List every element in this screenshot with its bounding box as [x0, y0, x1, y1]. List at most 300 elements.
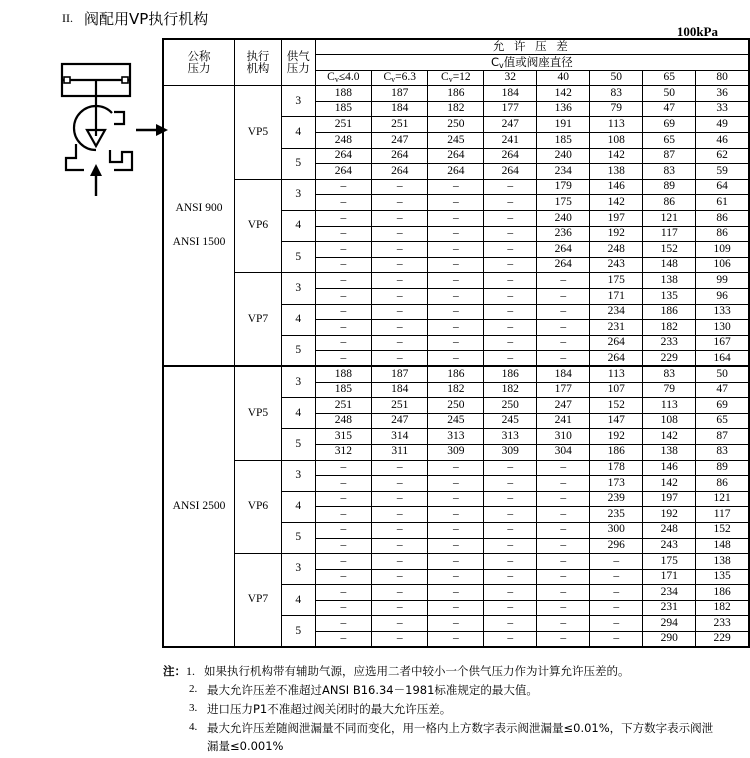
value-cell: 264 [590, 335, 643, 351]
value-cell-empty: – [484, 476, 537, 492]
value-cell: 236 [537, 226, 590, 242]
header-value-col-5: 40 [537, 70, 590, 86]
value-cell: 184 [372, 101, 428, 117]
value-cell: 138 [590, 164, 643, 180]
value-cell: 264 [315, 148, 371, 164]
value-cell-empty: – [428, 460, 484, 476]
value-cell: 247 [537, 398, 590, 414]
footnote-index: 3. [189, 702, 198, 715]
value-cell-empty: – [428, 289, 484, 305]
allowable-pressure-differential-table [162, 38, 750, 648]
value-cell-empty: – [537, 507, 590, 523]
footnote-item [189, 700, 743, 719]
value-cell-empty: – [428, 179, 484, 195]
value-cell: 50 [643, 86, 696, 102]
value-cell: 47 [696, 382, 749, 398]
value-cell-empty: – [484, 460, 537, 476]
page-title: 阀配用VP执行机构 [84, 10, 209, 28]
value-cell-empty: – [484, 226, 537, 242]
value-cell: 182 [643, 320, 696, 336]
value-cell: 148 [696, 538, 749, 554]
value-cell: 248 [643, 522, 696, 538]
value-cell-empty: – [537, 335, 590, 351]
supply-pressure-value: 4 [281, 585, 315, 616]
value-cell: 142 [643, 476, 696, 492]
value-cell-empty: – [372, 632, 428, 648]
value-cell-empty: – [537, 554, 590, 570]
value-cell-empty: – [372, 476, 428, 492]
value-cell-empty: – [372, 507, 428, 523]
value-cell: 186 [590, 444, 643, 460]
value-cell: 231 [590, 320, 643, 336]
supply-pressure-value: 5 [281, 616, 315, 647]
value-cell-empty: – [537, 304, 590, 320]
value-cell: 185 [315, 101, 371, 117]
value-cell: 146 [643, 460, 696, 476]
value-cell: 264 [428, 148, 484, 164]
footnote-item [207, 737, 743, 756]
table-row [163, 273, 749, 289]
value-cell: 182 [696, 600, 749, 616]
nominal-pressure-label: ANSI 2500 [163, 366, 235, 647]
value-cell: 49 [696, 117, 749, 133]
value-cell-empty: – [537, 600, 590, 616]
value-cell: 240 [537, 148, 590, 164]
value-cell-empty: – [428, 257, 484, 273]
value-cell: 89 [643, 179, 696, 195]
value-cell: 239 [590, 491, 643, 507]
value-cell-empty: – [484, 320, 537, 336]
value-cell: 229 [643, 351, 696, 367]
value-cell: 64 [696, 179, 749, 195]
value-cell: 186 [428, 86, 484, 102]
supply-pressure-value: 5 [281, 429, 315, 460]
supply-pressure-value: 3 [281, 86, 315, 117]
footnotes [163, 662, 743, 756]
value-cell: 184 [484, 86, 537, 102]
supply-pressure-value: 5 [281, 242, 315, 273]
value-cell: 264 [537, 257, 590, 273]
value-cell-empty: – [315, 304, 371, 320]
value-cell-empty: – [315, 476, 371, 492]
value-cell-empty: – [315, 554, 371, 570]
footnote-item [163, 662, 743, 681]
value-cell-empty: – [484, 538, 537, 554]
value-cell-empty: – [484, 179, 537, 195]
value-cell: 290 [643, 632, 696, 648]
value-cell: 61 [696, 195, 749, 211]
value-cell: 135 [696, 569, 749, 585]
value-cell: 138 [643, 273, 696, 289]
value-cell-empty: – [484, 507, 537, 523]
unit-label: 100kPa [676, 24, 718, 39]
value-cell-empty: – [315, 195, 371, 211]
value-cell-empty: – [315, 226, 371, 242]
value-cell: 243 [643, 538, 696, 554]
value-cell-empty: – [372, 273, 428, 289]
value-cell-empty: – [372, 600, 428, 616]
value-cell-empty: – [537, 273, 590, 289]
header-value-col-2: $C_v=6.3$ [372, 70, 428, 86]
value-cell-empty: – [537, 538, 590, 554]
value-cell-empty: – [484, 600, 537, 616]
footnote-index: 4. [189, 720, 198, 733]
value-cell: 136 [537, 101, 590, 117]
value-cell: 235 [590, 507, 643, 523]
value-cell-empty: – [428, 569, 484, 585]
value-cell-empty: – [484, 491, 537, 507]
value-cell: 152 [696, 522, 749, 538]
value-cell: 188 [315, 86, 371, 102]
value-cell: 241 [537, 413, 590, 429]
value-cell: 233 [696, 616, 749, 632]
section-number: II. [62, 11, 73, 25]
value-cell: 171 [590, 289, 643, 305]
header-value-col-8: 80 [696, 70, 749, 86]
value-cell-empty: – [590, 632, 643, 648]
value-cell-empty: – [484, 632, 537, 648]
footnote-text: 漏量≤0.001% [207, 739, 284, 754]
value-cell: 184 [537, 366, 590, 382]
value-cell: 107 [590, 382, 643, 398]
value-cell: 178 [590, 460, 643, 476]
value-cell-empty: – [428, 600, 484, 616]
header-value-col-4: 32 [484, 70, 537, 86]
value-cell: 46 [696, 133, 749, 149]
value-cell-empty: – [428, 351, 484, 367]
value-cell: 113 [590, 366, 643, 382]
value-cell: 188 [315, 366, 371, 382]
value-cell-empty: – [590, 554, 643, 570]
value-cell-empty: – [590, 585, 643, 601]
value-cell: 234 [643, 585, 696, 601]
value-cell-empty: – [484, 351, 537, 367]
value-cell: 250 [428, 398, 484, 414]
value-cell-empty: – [372, 616, 428, 632]
value-cell-empty: – [315, 257, 371, 273]
value-cell-empty: – [315, 242, 371, 258]
value-cell-empty: – [372, 179, 428, 195]
value-cell-empty: – [484, 211, 537, 227]
value-cell: 264 [590, 351, 643, 367]
value-cell: 309 [428, 444, 484, 460]
footnote-item [189, 719, 743, 738]
value-cell: 62 [696, 148, 749, 164]
value-cell-empty: – [372, 585, 428, 601]
value-cell-empty: – [484, 569, 537, 585]
value-cell: 264 [484, 148, 537, 164]
value-cell: 146 [590, 179, 643, 195]
supply-pressure-value: 3 [281, 554, 315, 585]
value-cell: 313 [484, 429, 537, 445]
value-cell: 50 [696, 366, 749, 382]
value-cell-empty: – [428, 491, 484, 507]
value-cell-empty: – [315, 538, 371, 554]
value-cell-empty: – [372, 335, 428, 351]
value-cell: 192 [590, 226, 643, 242]
value-cell-empty: – [315, 507, 371, 523]
value-cell: 108 [590, 133, 643, 149]
value-cell-empty: – [372, 351, 428, 367]
value-cell: 113 [643, 398, 696, 414]
value-cell-empty: – [315, 320, 371, 336]
value-cell-empty: – [428, 195, 484, 211]
value-cell: 69 [696, 398, 749, 414]
header-cv-or-seat-diameter: Cv值或阀座直径 [315, 55, 749, 71]
value-cell: 248 [315, 133, 371, 149]
value-cell: 264 [537, 242, 590, 258]
value-cell: 245 [484, 413, 537, 429]
value-cell-empty: – [372, 491, 428, 507]
value-cell: 109 [696, 242, 749, 258]
value-cell: 106 [696, 257, 749, 273]
value-cell: 79 [590, 101, 643, 117]
value-cell: 86 [643, 195, 696, 211]
value-cell: 148 [643, 257, 696, 273]
value-cell: 152 [590, 398, 643, 414]
value-cell: 184 [372, 382, 428, 398]
value-cell: 117 [643, 226, 696, 242]
value-cell: 65 [643, 133, 696, 149]
table-row [163, 86, 749, 102]
value-cell: 264 [372, 164, 428, 180]
value-cell: 186 [428, 366, 484, 382]
value-cell-empty: – [372, 211, 428, 227]
value-cell-empty: – [537, 320, 590, 336]
footnote-index: 2. [189, 683, 198, 696]
value-cell-empty: – [537, 460, 590, 476]
value-cell: 182 [428, 101, 484, 117]
footnote-text: 如果执行机构带有辅助气源，应选用二者中较小一个供气压力作为计算允许压差的。 [204, 664, 630, 678]
value-cell: 185 [537, 133, 590, 149]
footnote-index: 1. [186, 664, 195, 678]
value-cell: 245 [428, 413, 484, 429]
value-cell: 142 [643, 429, 696, 445]
value-cell: 177 [484, 101, 537, 117]
value-cell: 187 [372, 366, 428, 382]
value-cell-empty: – [484, 242, 537, 258]
value-cell: 147 [590, 413, 643, 429]
value-cell-empty: – [315, 351, 371, 367]
value-cell: 231 [643, 600, 696, 616]
value-cell-empty: – [315, 632, 371, 648]
value-cell-empty: – [537, 522, 590, 538]
value-cell: 142 [590, 195, 643, 211]
value-cell-empty: – [315, 179, 371, 195]
value-cell-empty: – [315, 585, 371, 601]
value-cell: 247 [372, 413, 428, 429]
value-cell: 138 [643, 444, 696, 460]
supply-pressure-value: 3 [281, 366, 315, 397]
value-cell-empty: – [484, 585, 537, 601]
value-cell: 192 [590, 429, 643, 445]
value-cell-empty: – [428, 585, 484, 601]
value-cell: 179 [537, 179, 590, 195]
value-cell-empty: – [372, 257, 428, 273]
value-cell: 142 [590, 148, 643, 164]
value-cell: 87 [643, 148, 696, 164]
value-cell-empty: – [484, 554, 537, 570]
value-cell: 248 [315, 413, 371, 429]
value-cell-empty: – [537, 632, 590, 648]
table-row [163, 460, 749, 476]
value-cell: 264 [428, 164, 484, 180]
supply-pressure-value: 4 [281, 491, 315, 522]
value-cell: 264 [315, 164, 371, 180]
value-cell-empty: – [315, 600, 371, 616]
value-cell: 191 [537, 117, 590, 133]
value-cell: 69 [643, 117, 696, 133]
footnotes-heading: 注： [163, 664, 186, 678]
value-cell: 250 [484, 398, 537, 414]
value-cell-empty: – [428, 476, 484, 492]
value-cell: 83 [643, 164, 696, 180]
value-cell-empty: – [315, 335, 371, 351]
value-cell-empty: – [372, 538, 428, 554]
value-cell-empty: – [484, 289, 537, 305]
value-cell: 294 [643, 616, 696, 632]
value-cell-empty: – [428, 632, 484, 648]
value-cell: 251 [372, 398, 428, 414]
value-cell-empty: – [428, 554, 484, 570]
value-cell-empty: – [372, 460, 428, 476]
value-cell: 250 [428, 117, 484, 133]
value-cell-empty: – [590, 569, 643, 585]
value-cell-empty: – [315, 460, 371, 476]
actuator-label: VP6 [235, 179, 282, 273]
value-cell: 86 [696, 211, 749, 227]
value-cell-empty: – [484, 335, 537, 351]
value-cell: 185 [315, 382, 371, 398]
value-cell: 182 [428, 382, 484, 398]
value-cell: 87 [696, 429, 749, 445]
value-cell-empty: – [484, 273, 537, 289]
value-cell: 251 [372, 117, 428, 133]
supply-pressure-value: 4 [281, 398, 315, 429]
value-cell: 79 [643, 382, 696, 398]
actuator-label: VP6 [235, 460, 282, 554]
value-cell: 113 [590, 117, 643, 133]
value-cell: 135 [643, 289, 696, 305]
header-value-col-1: $C_v\le 4.0$ [315, 70, 371, 86]
value-cell: 33 [696, 101, 749, 117]
value-cell: 133 [696, 304, 749, 320]
value-cell: 138 [696, 554, 749, 570]
supply-pressure-value: 5 [281, 148, 315, 179]
data-table [162, 38, 750, 648]
value-cell-empty: – [590, 600, 643, 616]
supply-pressure-value: 4 [281, 211, 315, 242]
footnote-item [189, 681, 743, 700]
value-cell: 121 [643, 211, 696, 227]
value-cell: 296 [590, 538, 643, 554]
header-value-col-6: 50 [590, 70, 643, 86]
value-cell: 234 [590, 304, 643, 320]
value-cell: 241 [484, 133, 537, 149]
value-cell: 311 [372, 444, 428, 460]
header-nominal-pressure: 公称 压力 [163, 39, 235, 86]
value-cell-empty: – [428, 304, 484, 320]
value-cell: 186 [643, 304, 696, 320]
value-cell: 47 [643, 101, 696, 117]
value-cell: 247 [372, 133, 428, 149]
value-cell: 164 [696, 351, 749, 367]
value-cell: 175 [643, 554, 696, 570]
value-cell: 197 [590, 211, 643, 227]
value-cell: 251 [315, 117, 371, 133]
table-row [163, 554, 749, 570]
table-row [163, 179, 749, 195]
value-cell: 245 [428, 133, 484, 149]
value-cell-empty: – [315, 273, 371, 289]
value-cell-empty: – [484, 616, 537, 632]
actuator-label: VP5 [235, 86, 282, 180]
value-cell-empty: – [537, 616, 590, 632]
value-cell: 314 [372, 429, 428, 445]
value-cell-empty: – [537, 569, 590, 585]
supply-pressure-value: 4 [281, 304, 315, 335]
actuator-label: VP7 [235, 273, 282, 367]
value-cell: 313 [428, 429, 484, 445]
value-cell: 187 [372, 86, 428, 102]
value-cell: 312 [315, 444, 371, 460]
table-row [163, 366, 749, 382]
value-cell: 175 [590, 273, 643, 289]
value-cell: 251 [315, 398, 371, 414]
value-cell: 152 [643, 242, 696, 258]
footnote-text: 最大允许压差不准超过ANSI B16.34－1981标准规定的最大值。 [207, 683, 538, 698]
value-cell-empty: – [372, 569, 428, 585]
value-cell: 36 [696, 86, 749, 102]
supply-pressure-value: 3 [281, 273, 315, 304]
value-cell: 247 [484, 117, 537, 133]
value-cell: 264 [484, 164, 537, 180]
valve-actuator-diagram [52, 58, 172, 198]
value-cell: 240 [537, 211, 590, 227]
flow-arrow-up-icon [90, 164, 102, 196]
value-cell-empty: – [428, 507, 484, 523]
value-cell-empty: – [537, 585, 590, 601]
value-cell-empty: – [315, 616, 371, 632]
value-cell-empty: – [428, 522, 484, 538]
value-cell: 130 [696, 320, 749, 336]
value-cell: 315 [315, 429, 371, 445]
value-cell-empty: – [372, 304, 428, 320]
value-cell: 83 [643, 366, 696, 382]
value-cell-empty: – [428, 320, 484, 336]
value-cell-empty: – [372, 554, 428, 570]
value-cell-empty: – [537, 289, 590, 305]
header-value-col-3: $C_v=12$ [428, 70, 484, 86]
value-cell: 197 [643, 491, 696, 507]
value-cell: 117 [696, 507, 749, 523]
value-cell: 309 [484, 444, 537, 460]
value-cell: 248 [590, 242, 643, 258]
actuator-label: VP5 [235, 366, 282, 460]
value-cell-empty: – [315, 569, 371, 585]
value-cell: 243 [590, 257, 643, 273]
value-cell: 171 [643, 569, 696, 585]
table-header-row-1 [163, 39, 749, 55]
value-cell: 264 [372, 148, 428, 164]
value-cell: 192 [643, 507, 696, 523]
value-cell-empty: – [372, 226, 428, 242]
value-cell: 167 [696, 335, 749, 351]
value-cell-empty: – [372, 320, 428, 336]
value-cell: 300 [590, 522, 643, 538]
header-value-col-7: 65 [643, 70, 696, 86]
header-supply-pressure: 供气 压力 [281, 39, 315, 86]
